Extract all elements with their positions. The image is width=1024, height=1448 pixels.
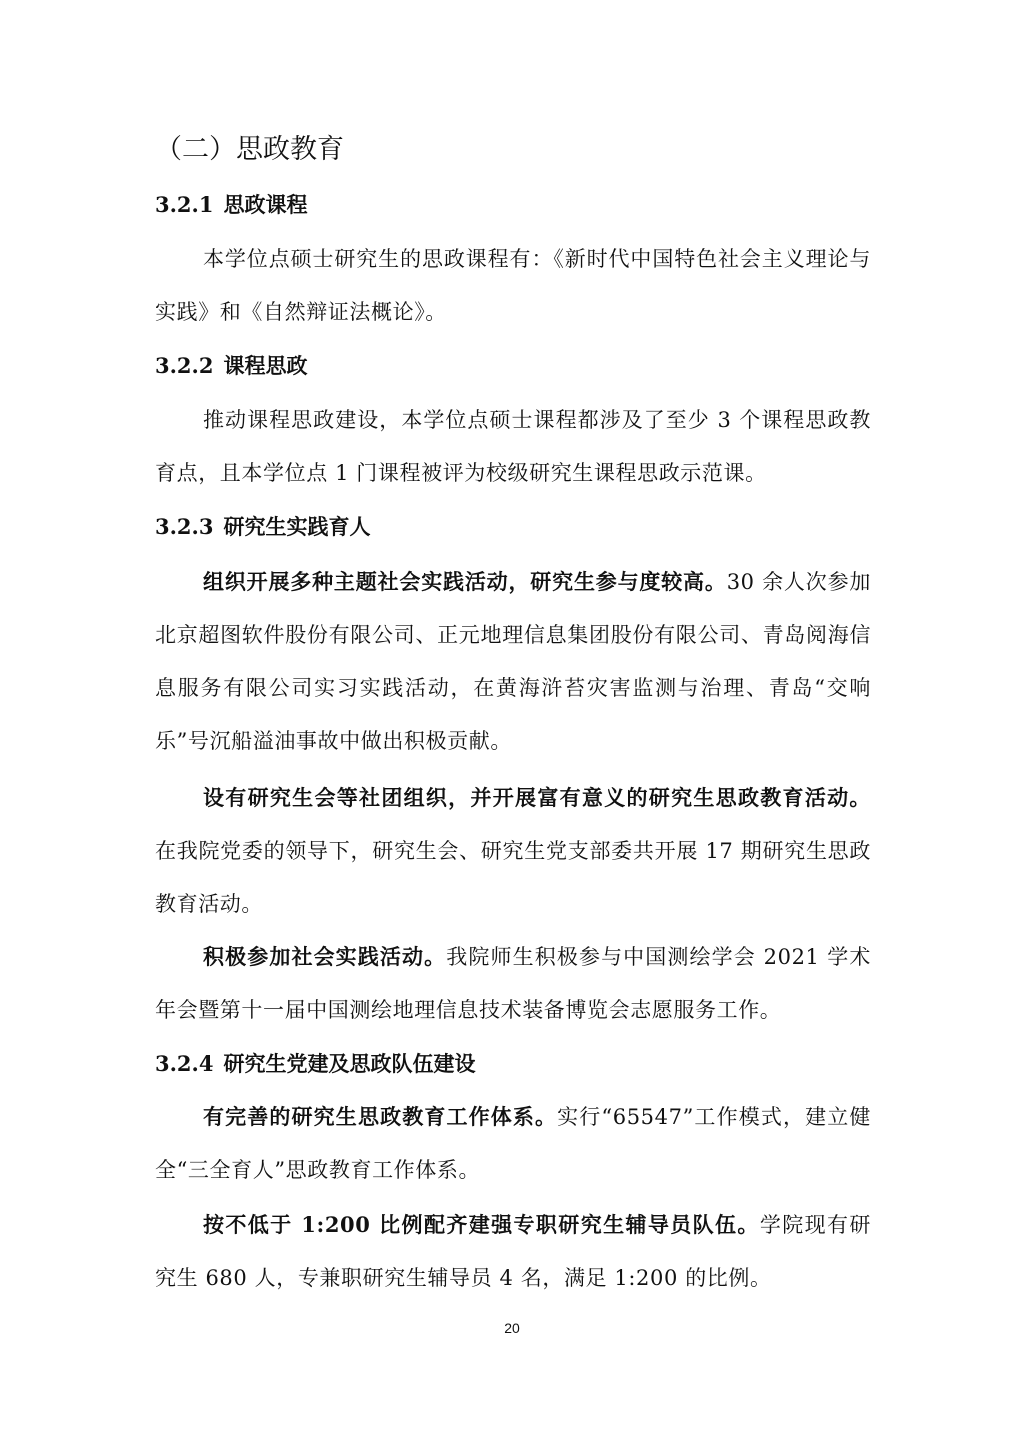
paragraph — [155, 1090, 871, 1197]
paragraph — [155, 930, 871, 1037]
paragraph-text: 30 余人次参加北京超图软件股份有限公司、正元地理信息集团股份有限公司、青岛阅海信息服务有限公司实习实践活动，在黄海浒苔灾害监测与治理、青岛“交响乐”号沉船溢油事故中做出积极贡献。 — [155, 570, 871, 753]
heading-3-2-1 — [155, 189, 307, 221]
page-number: 20 — [504, 1320, 520, 1336]
paragraph-text: 本学位点硕士研究生的思政课程有：《新时代中国特色社会主义理论与实践》和《自然辩证法概论》。 — [155, 247, 871, 324]
heading-3-2-4 — [155, 1048, 475, 1080]
paragraph-text: 实行“65547”工作模式，建立健全“三全育人”思政教育工作体系。 — [155, 1105, 871, 1182]
paragraph-bold-lead: 组织开展多种主题社会实践活动，研究生参与度较高。 — [203, 569, 727, 594]
heading-title: 研究生党建及思政队伍建设 — [223, 1051, 476, 1076]
heading-title: 思政课程 — [223, 192, 308, 217]
heading-3-2-3 — [155, 511, 370, 543]
paragraph-text: 学院现有研究生 680 人，专兼职研究生辅导员 4 名，满足 1:200 的比例。 — [155, 1213, 871, 1290]
heading-number: 3.2.4 — [155, 1051, 214, 1076]
heading-number: 3.2.2 — [155, 353, 214, 378]
paragraph — [155, 393, 871, 500]
heading-number: 3.2.3 — [155, 514, 214, 539]
heading-number: 3.2.1 — [155, 192, 214, 217]
paragraph-text: 推动课程思政建设，本学位点硕士课程都涉及了至少 3 个课程思政教育点，且本学位点 1 门课程被评为校级研究生课程思政示范课。 — [155, 408, 871, 485]
heading-title: 课程思政 — [223, 353, 308, 378]
paragraph-bold-lead: 积极参加社会实践活动。 — [203, 944, 447, 969]
paragraph-bold-lead: 有完善的研究生思政教育工作体系。 — [203, 1104, 558, 1129]
paragraph — [155, 1198, 871, 1305]
paragraph-text: 在我院党委的领导下，研究生会、研究生党支部委共开展 17 期研究生思政教育活动。 — [155, 839, 871, 916]
paragraph-bold-lead: 按不低于 1:200 比例配齐建强专职研究生辅导员队伍。 — [203, 1212, 760, 1237]
paragraph — [155, 232, 871, 339]
paragraph-bold-lead: 设有研究生会等社团组织，并开展富有意义的研究生思政教育活动。 — [203, 785, 871, 810]
paragraph — [155, 555, 871, 768]
paragraph — [155, 771, 871, 931]
paragraph-text: 我院师生积极参与中国测绘学会 2021 学术年会暨第十一届中国测绘地理信息技术装备博览会志愿服务工作。 — [155, 945, 871, 1022]
section-title: （二）思政教育 — [155, 134, 344, 165]
heading-title: 研究生实践育人 — [223, 514, 371, 539]
heading-3-2-2 — [155, 350, 307, 382]
